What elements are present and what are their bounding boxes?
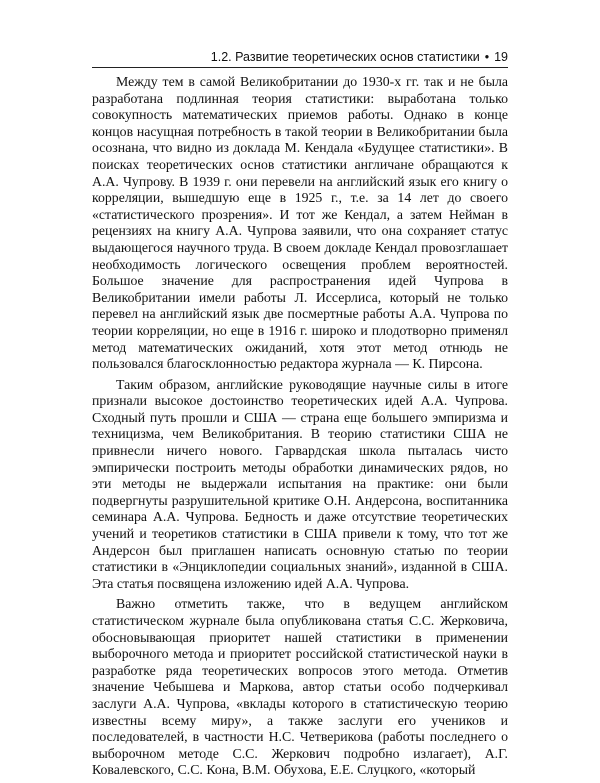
page-body [92, 74, 508, 783]
running-header [92, 44, 508, 68]
paragraph: Таким образом, английские руководящие научные силы в итоге признали высокое достоинство теоретических идей А.А. Чупрова. Сходный путь прошли и США — страна еще большего эмпиризма и техницизма, чем Великобритания. В теорию статистики США не привнесли ничего нового. Гарвардская школа пыталась чисто эмпирически построить методы обработки динамических рядов, но эти методы не выдержали испытания на практике: они были подвергнуты разрушительной критике О.Н. Андерсона, воспитанника семинара А.А. Чупрова. Бедность и даже отсутствие теоретических учений и теоретиков статистики в США привели к тому, что тот же Андерсон был приглашен написать основную статью по теории статистики в «Энциклопедии социальных знаний», изданной в США. Эта статья посвящена изложению идей А.А. Чупрова. [92, 376, 508, 591]
paragraph: Важно отметить также, что в ведущем английском статистическом журнале была опубликована статья С.С. Жерковича, обосновывающая приоритет нашей статистики в применении выборочного метода и приоритет российской статистической науки в разработке ряда теоретических вопросов этого метода. Отметив значение Чебышева и Маркова, автор статьи особо подчеркивал заслуги А.А. Чупрова, «вклады которого в статистическую теорию известны всему миру», а также заслуги его учеников и последователей, в частности Н.С. Четверикова (работы последнего о выборочном методе С.С. Жеркович подробно излагает), А.Г. Ковалевского, С.С. Кона, В.М. Обухова, Е.Е. Слуцкого, «который [92, 596, 508, 778]
paragraph: Между тем в самой Великобритании до 1930-х гг. так и не была разработана подлинная теория статистики: выработана только совокупность математических приемов работы. Однако в конце концов насущная потребность в такой теории в Великобритании была осознана, что видно из доклада М. Кендала «Будущее статистики». В поисках теоретических основ статистики англичане обращаются к А.А. Чупрову. В 1939 г. они перевели на английский язык его книгу о корреляции, вышедшую еще в 1925 г., т.е. за 14 лет до своего «статистического прозрения». И тот же Кендал, а затем Нейман в рецензиях на книгу А.А. Чупрова заявили, что она сохраняет статус выдающегося научного труда. В своем докладе Кендал провозглашает необходимость логического освещения проблем вероятностей. Большое значение для распространения идей Чупрова в Великобритании имели работы Л. Иссерлиса, который не только перевел на английский язык две посмертные работы А.А. Чупрова по теории корреляции, но еще в 1916 г. широко и плодотворно применял метод математических ожиданий, хотя этот метод отнюдь не пользовался благосклонностью редактора журнала — К. Пирсона. [92, 74, 508, 372]
header-bullet: • [484, 50, 490, 64]
page-number: 19 [494, 50, 508, 64]
section-title: 1.2. Развитие теоретических основ статистики [210, 50, 480, 64]
